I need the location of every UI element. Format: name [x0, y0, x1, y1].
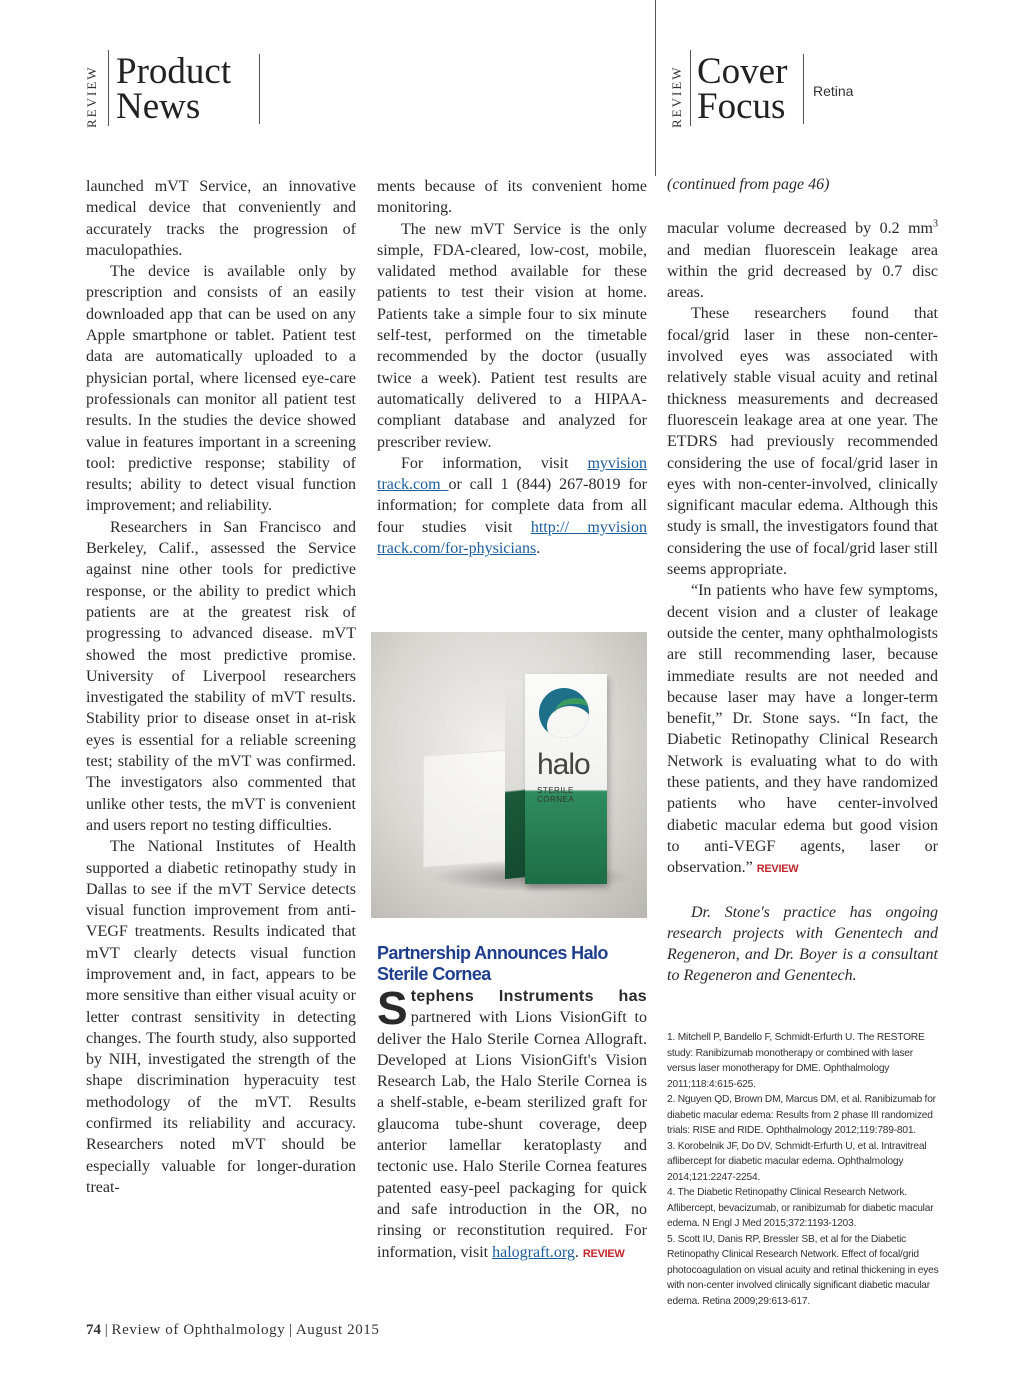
article-body-halo — [377, 982, 647, 1265]
section-label-retina: Retina — [813, 83, 854, 99]
disclosure: Dr. Stone's practice has ongoing research projects with Genentech and Regeneron, and Dr. Boyer is a consultant to Regeneron and Genentech. — [667, 903, 938, 985]
review-end-mark: REVIEW — [756, 863, 799, 876]
halo-brand-text: halo — [537, 748, 590, 781]
section-title-line2: News — [116, 86, 201, 127]
paragraph — [377, 982, 647, 1265]
header-divider — [259, 54, 260, 124]
halo-box — [525, 674, 607, 884]
text: macular volume decreased by 0.2 mm — [667, 220, 933, 238]
header-divider — [690, 50, 691, 126]
article-headline: Partnership Announces Halo Sterile Cornea — [377, 943, 608, 984]
header-divider — [803, 54, 804, 124]
references-list — [667, 1030, 939, 1309]
article-column-2 — [377, 176, 647, 559]
box-side — [505, 681, 527, 879]
halo-logo-icon — [539, 688, 589, 738]
text: . — [574, 1243, 583, 1261]
article-column-1 — [86, 176, 356, 1198]
footer-separator: | — [101, 1322, 112, 1338]
link-halograft[interactable]: halograft.org — [492, 1243, 575, 1261]
journal-name: Review of Ophthalmology — [111, 1322, 286, 1338]
continued-note: (continued from page 46) — [667, 176, 830, 193]
paragraph: The device is available only by prescription and consists of an easily downloaded app that can be used on any Apple smartphone or tablet. Patient test data are automatically uploaded to a physician portal, where licensed eye-care professionals can monitor all patient test results. In the studies the device showed value in features important in a screening tool: predictive response; stability of results; ability to detect visual function improvement; and reliability. — [86, 263, 356, 515]
text: “In patients who have few symptoms, decent vision and a cluster of leakage outside the center, many ophthalmologists are still recommending laser, because immediate results are not needed and because laser may have a longer-term benefit,” Dr. Stone says. “In fact, the Diabetic Retinopathy Clinical Research Network is evaluating what to do with these patients, and they have randomized patients who have center-involved diabetic macular edema but good vision to anti-VEGF agents, laser or observation.” — [667, 582, 938, 877]
lead-in: tephens Instruments has — [410, 988, 647, 1005]
issue-date: August 2015 — [295, 1322, 380, 1338]
review-vertical-label-right: REVIEW — [669, 65, 684, 128]
footer-separator: | — [285, 1322, 296, 1338]
header-divider — [108, 50, 109, 126]
paragraph: ments because of its convenient home monitoring. — [377, 178, 647, 217]
text: or call 1 (844) 267-8019 for information; for complete data from all four studies visit — [377, 476, 648, 536]
paragraph: The National Institutes of Health supported a diabetic retinopathy study in Dallas to see if the mVT Service detects visual function improvement from anti-VEGF treatments. Results indicated that mVT clearly detects visual function improvement and, in fact, appears to be more sensitive than either visual acuity or letter contrast sensitivity in detecting changes. The fourth study, also supported by NIH, investigated the strength of the shape discrimination hyperacuity test methodology of the mVT. Results confirmed its reliability and accuracy. Researchers noted mVT should be especially valuable for longer-duration treat- — [86, 838, 356, 1196]
review-end-mark: REVIEW — [582, 1247, 625, 1260]
product-photo-halo — [371, 632, 647, 918]
section-title-cover-focus — [697, 51, 788, 127]
paragraph: Researchers in San Francisco and Berkeley, Calif., assessed the Service against nine other tools for predictive response, or the ability to predict which patients are at the greatest risk of progressing to advanced disease. mVT showed the most predictive promise. University of Liverpool researchers investigated the stability of mVT results. Stability prior to disease onset in at-risk eyes is essential for a reliable screening test; stability of the mVT was confirmed. The investigators also commented that unlike other tests, the mVT is convenient and users report no testing difficulties. — [86, 518, 356, 834]
page-number: 74 — [86, 1322, 101, 1338]
superscript: 3 — [933, 218, 938, 230]
page-column-divider — [655, 0, 656, 176]
reference-item: 1. Mitchell P, Bandello F, Schmidt-Erfurth U. The RESTORE study: Ranibizumab monotherapy or combined with laser versus laser monotherapy for DME. Ophthalmology 2011;118:4:615-625. — [667, 1032, 925, 1090]
paragraph: launched mVT Service, an innovative medical device that conveniently and accurately tracks the progression of maculopathies. — [86, 178, 356, 259]
drop-cap: S — [377, 982, 408, 1034]
section-title-product-news — [116, 51, 232, 127]
section-title-line2: Focus — [697, 86, 786, 127]
reference-item: 4. The Diabetic Retinopathy Clinical Research Network. Aflibercept, bevacizumab, or ranibizumab for diabetic macular edema. N Engl J Med 2015;372:1193-1203. — [667, 1187, 934, 1229]
text: . — [536, 540, 541, 558]
text: and median fluorescein leakage area within the grid decreased by 0.7 disc areas. — [667, 241, 938, 302]
paragraph: The new mVT Service is the only simple, FDA-cleared, low-cost, mobile, validated method available for these patients to test their vision at home. Patients take a simple four to six minute self-test, performed on the timetable recommended by the doctor (usually twice a week). Patient test results are automatically delivered to a HIPAA-compliant database and analyzed for prescriber review. — [377, 220, 647, 451]
review-vertical-label-left: REVIEW — [84, 65, 99, 128]
paragraph — [667, 580, 938, 880]
link-for-physicians[interactable]: http:// myvision track.com/for-physicians — [377, 518, 647, 558]
reference-item: 3. Korobelnik JF, Do DV, Schmidt-Erfurth U, et al. Intravitreal aflibercept for diabetic macular edema. Ophthalmology 2014;121:2247-2254. — [667, 1140, 927, 1183]
text: For information, visit — [401, 454, 588, 472]
section-title-line1: Cover — [697, 51, 788, 92]
reference-item: 5. Scott IU, Danis RP, Bressler SB, et al for the Diabetic Retinopathy Clinical Research Network. Effect of focal/grid photocoagulation on visual acuity and retinal thickening in eyes with non-center involved clinically significant diabetic macular edema. Retina 2009;29:613-617. — [667, 1233, 939, 1307]
reference-item: 2. Nguyen QD, Brown DM, Marcus DM, et al. Ranibizumab for diabetic macular edema: Results from 2 phase III randomized trials: RISE and RIDE. Ophthalmology 2012;119:789-801. — [667, 1094, 936, 1136]
page-footer — [86, 1322, 380, 1339]
section-title-line1: Product — [116, 51, 232, 92]
paragraph — [667, 218, 938, 303]
paragraph: These researchers found that focal/grid laser in these non-center-involved eyes was associated with relatively stable visual acuity and retinal thickness measurements and decreased fluorescein leakage area at one year. The ETDRS had previously recommended considering the use of focal/grid laser in eyes with non-center-involved, clinically significant macular edema. Although this study is small, the investigators found that considering the use of focal/grid laser still seems appropriate. — [667, 305, 938, 579]
halo-subtitle-text: STERILE CORNEA — [537, 786, 575, 804]
paragraph — [377, 453, 647, 559]
text: partnered with Lions VisionGift to deliver the Halo Sterile Cornea Allograft. Developed at Lions VisionGift's Vision Research Lab, the Halo Sterile Cornea is a shelf-stable, e-beam sterilized graft for glaucoma tube-shunt coverage, deep anterior lamellar keratoplasty and tectonic use. Halo Sterile Cornea features patented easy-peel packaging for quick and safe introduction in the OR, no rinsing or reconstitution required. For information, visit — [377, 1009, 647, 1261]
article-column-3 — [667, 174, 938, 987]
link-myvisiontrack[interactable]: myvision track.com — [377, 454, 647, 494]
